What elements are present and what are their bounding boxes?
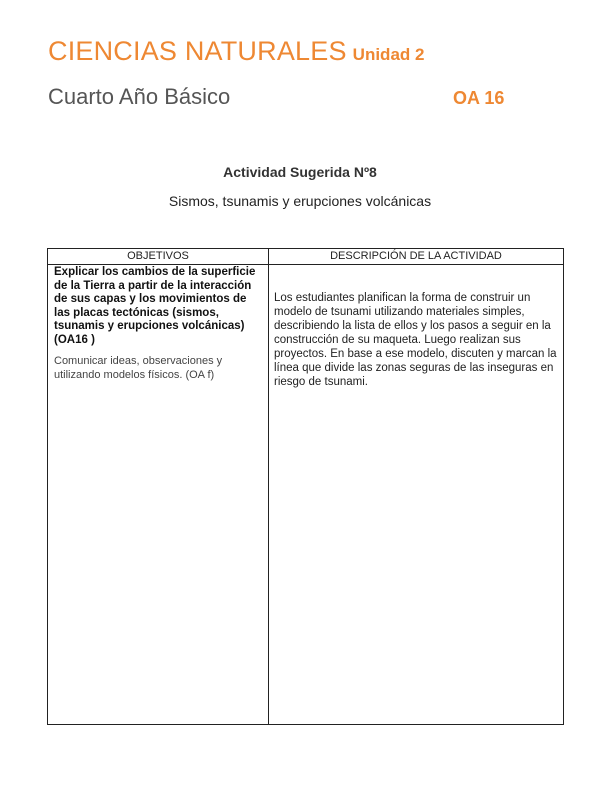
activity-title: Sismos, tsunamis y erupciones volcánicas: [168, 193, 432, 209]
column-divider: [268, 249, 269, 724]
activity-number: Actividad Sugerida Nº8: [223, 164, 377, 180]
activity-table: [47, 248, 564, 725]
objectives-cell: [54, 266, 264, 382]
description-column-header: DESCRIPCIÓN DE LA ACTIVIDAD: [330, 250, 502, 262]
page-header: [48, 36, 424, 67]
unit-label: Unidad 2: [352, 45, 425, 64]
subject-title: CIENCIAS NATURALES: [48, 36, 347, 66]
grade-level: Cuarto Año Básico: [48, 84, 231, 109]
description-cell: [274, 291, 560, 389]
objectives-column-header: OBJETIVOS: [127, 250, 189, 262]
table-header-row: [48, 249, 563, 265]
learning-objective: Explicar los cambios de la superficie de la Tierra a partir de la interacción de sus capas y los movimientos de las placas tectónicas (sismos, tsunamis y erupciones volcánicas) (OA16 ): [54, 266, 256, 346]
skill-objective: Comunicar ideas, observaciones y utilizando modelos físicos. (OA f): [54, 355, 223, 381]
oa-code: OA 16: [453, 88, 505, 108]
activity-description: Los estudiantes planifican la forma de construir un modelo de tsunami utilizando materiales simples, describiendo la lista de ellos y los pasos a seguir en la construcción de su maqueta. Luego realizan sus proyectos. En base a ese modelo, discuten y marcan la línea que divide las zonas seguras de las inseguras en riesgo de tsunami.: [274, 292, 557, 388]
